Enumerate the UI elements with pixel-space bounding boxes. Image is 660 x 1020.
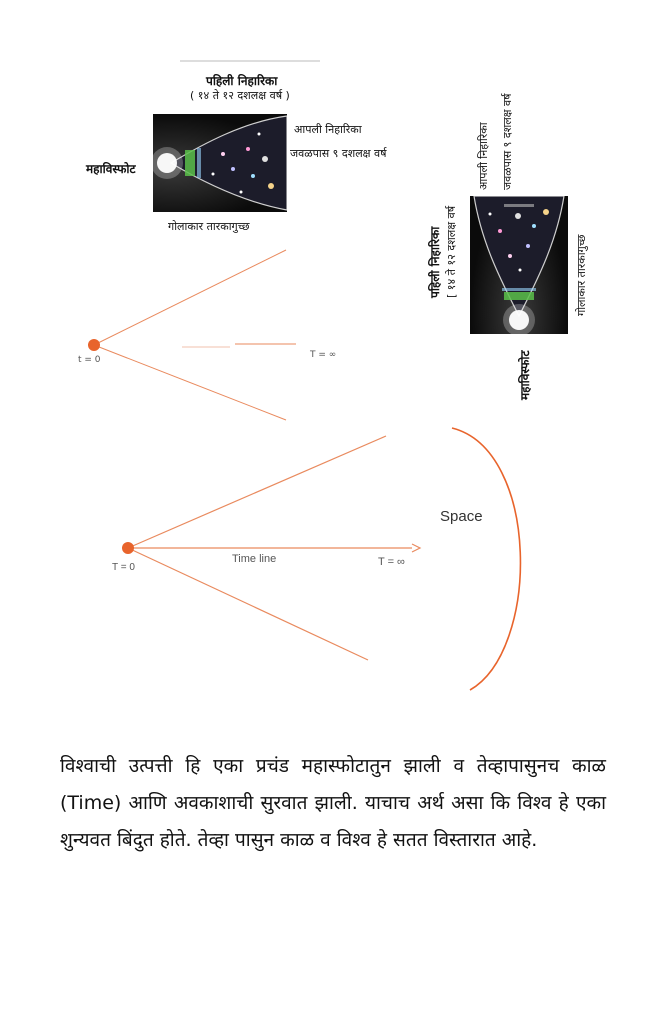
top-first-galaxies-label: पहिली निहारिका bbox=[206, 74, 278, 88]
rot-first-galaxies-age: [ १४ ते १२ दशलक्ष वर्ष bbox=[445, 205, 458, 298]
top-big-bang-label: महाविस्फोट bbox=[86, 162, 136, 176]
top-globular-clusters-label: गोलाकार तारकागुच्छ bbox=[168, 220, 250, 233]
large-cone-upper-line bbox=[128, 436, 386, 548]
timeline-arrow-head bbox=[412, 544, 420, 552]
small-cone-origin-dot bbox=[88, 339, 100, 351]
large-cone-origin-dot bbox=[122, 542, 134, 554]
small-cone-lower-line bbox=[94, 345, 286, 420]
timeline-label: Time line bbox=[232, 553, 277, 565]
rot-first-galaxies-label: पहिली निहारिका bbox=[428, 226, 442, 298]
space-label: Space bbox=[440, 508, 483, 525]
top-our-galaxy-age: जवळपास ९ दशलक्ष वर्ष bbox=[290, 147, 387, 160]
explanation-paragraph: विश्वाची उत्पत्ती हि एका प्रचंड महास्फोटातुन झाली व तेव्हापासुनच काळ (Time) आणि अवकाशाची सुरवात झाली. याचाच अर्थ असा कि विश्व हे एका शुन्यवत बिंदुत होते. तेव्हा पासुन काळ व विश्व हे सतत विस्तारात आहे. bbox=[60, 755, 606, 851]
large-cone-t-start: T = 0 bbox=[112, 562, 135, 573]
rot-our-galaxy-age: जवळपास ९ दशलक्ष वर्ष bbox=[501, 93, 514, 190]
top-first-galaxies-age: ( १४ ते १२ दशलक्ष वर्ष ) bbox=[190, 89, 290, 102]
large-cone-t-end: T = ∞ bbox=[378, 556, 405, 568]
small-cone-upper-line bbox=[94, 250, 286, 345]
small-cone-t-end: T = ∞ bbox=[310, 350, 337, 360]
rot-our-galaxy-label: आपली निहारिका bbox=[477, 122, 490, 190]
rot-big-bang-label: महाविस्फोट bbox=[518, 350, 532, 400]
top-our-galaxy-label: आपली निहारिका bbox=[294, 123, 362, 136]
rot-globular-clusters-label: गोलाकार तारकागुच्छ bbox=[575, 234, 588, 316]
space-arc bbox=[452, 428, 520, 690]
small-cone-t-start: t = 0 bbox=[78, 355, 101, 365]
